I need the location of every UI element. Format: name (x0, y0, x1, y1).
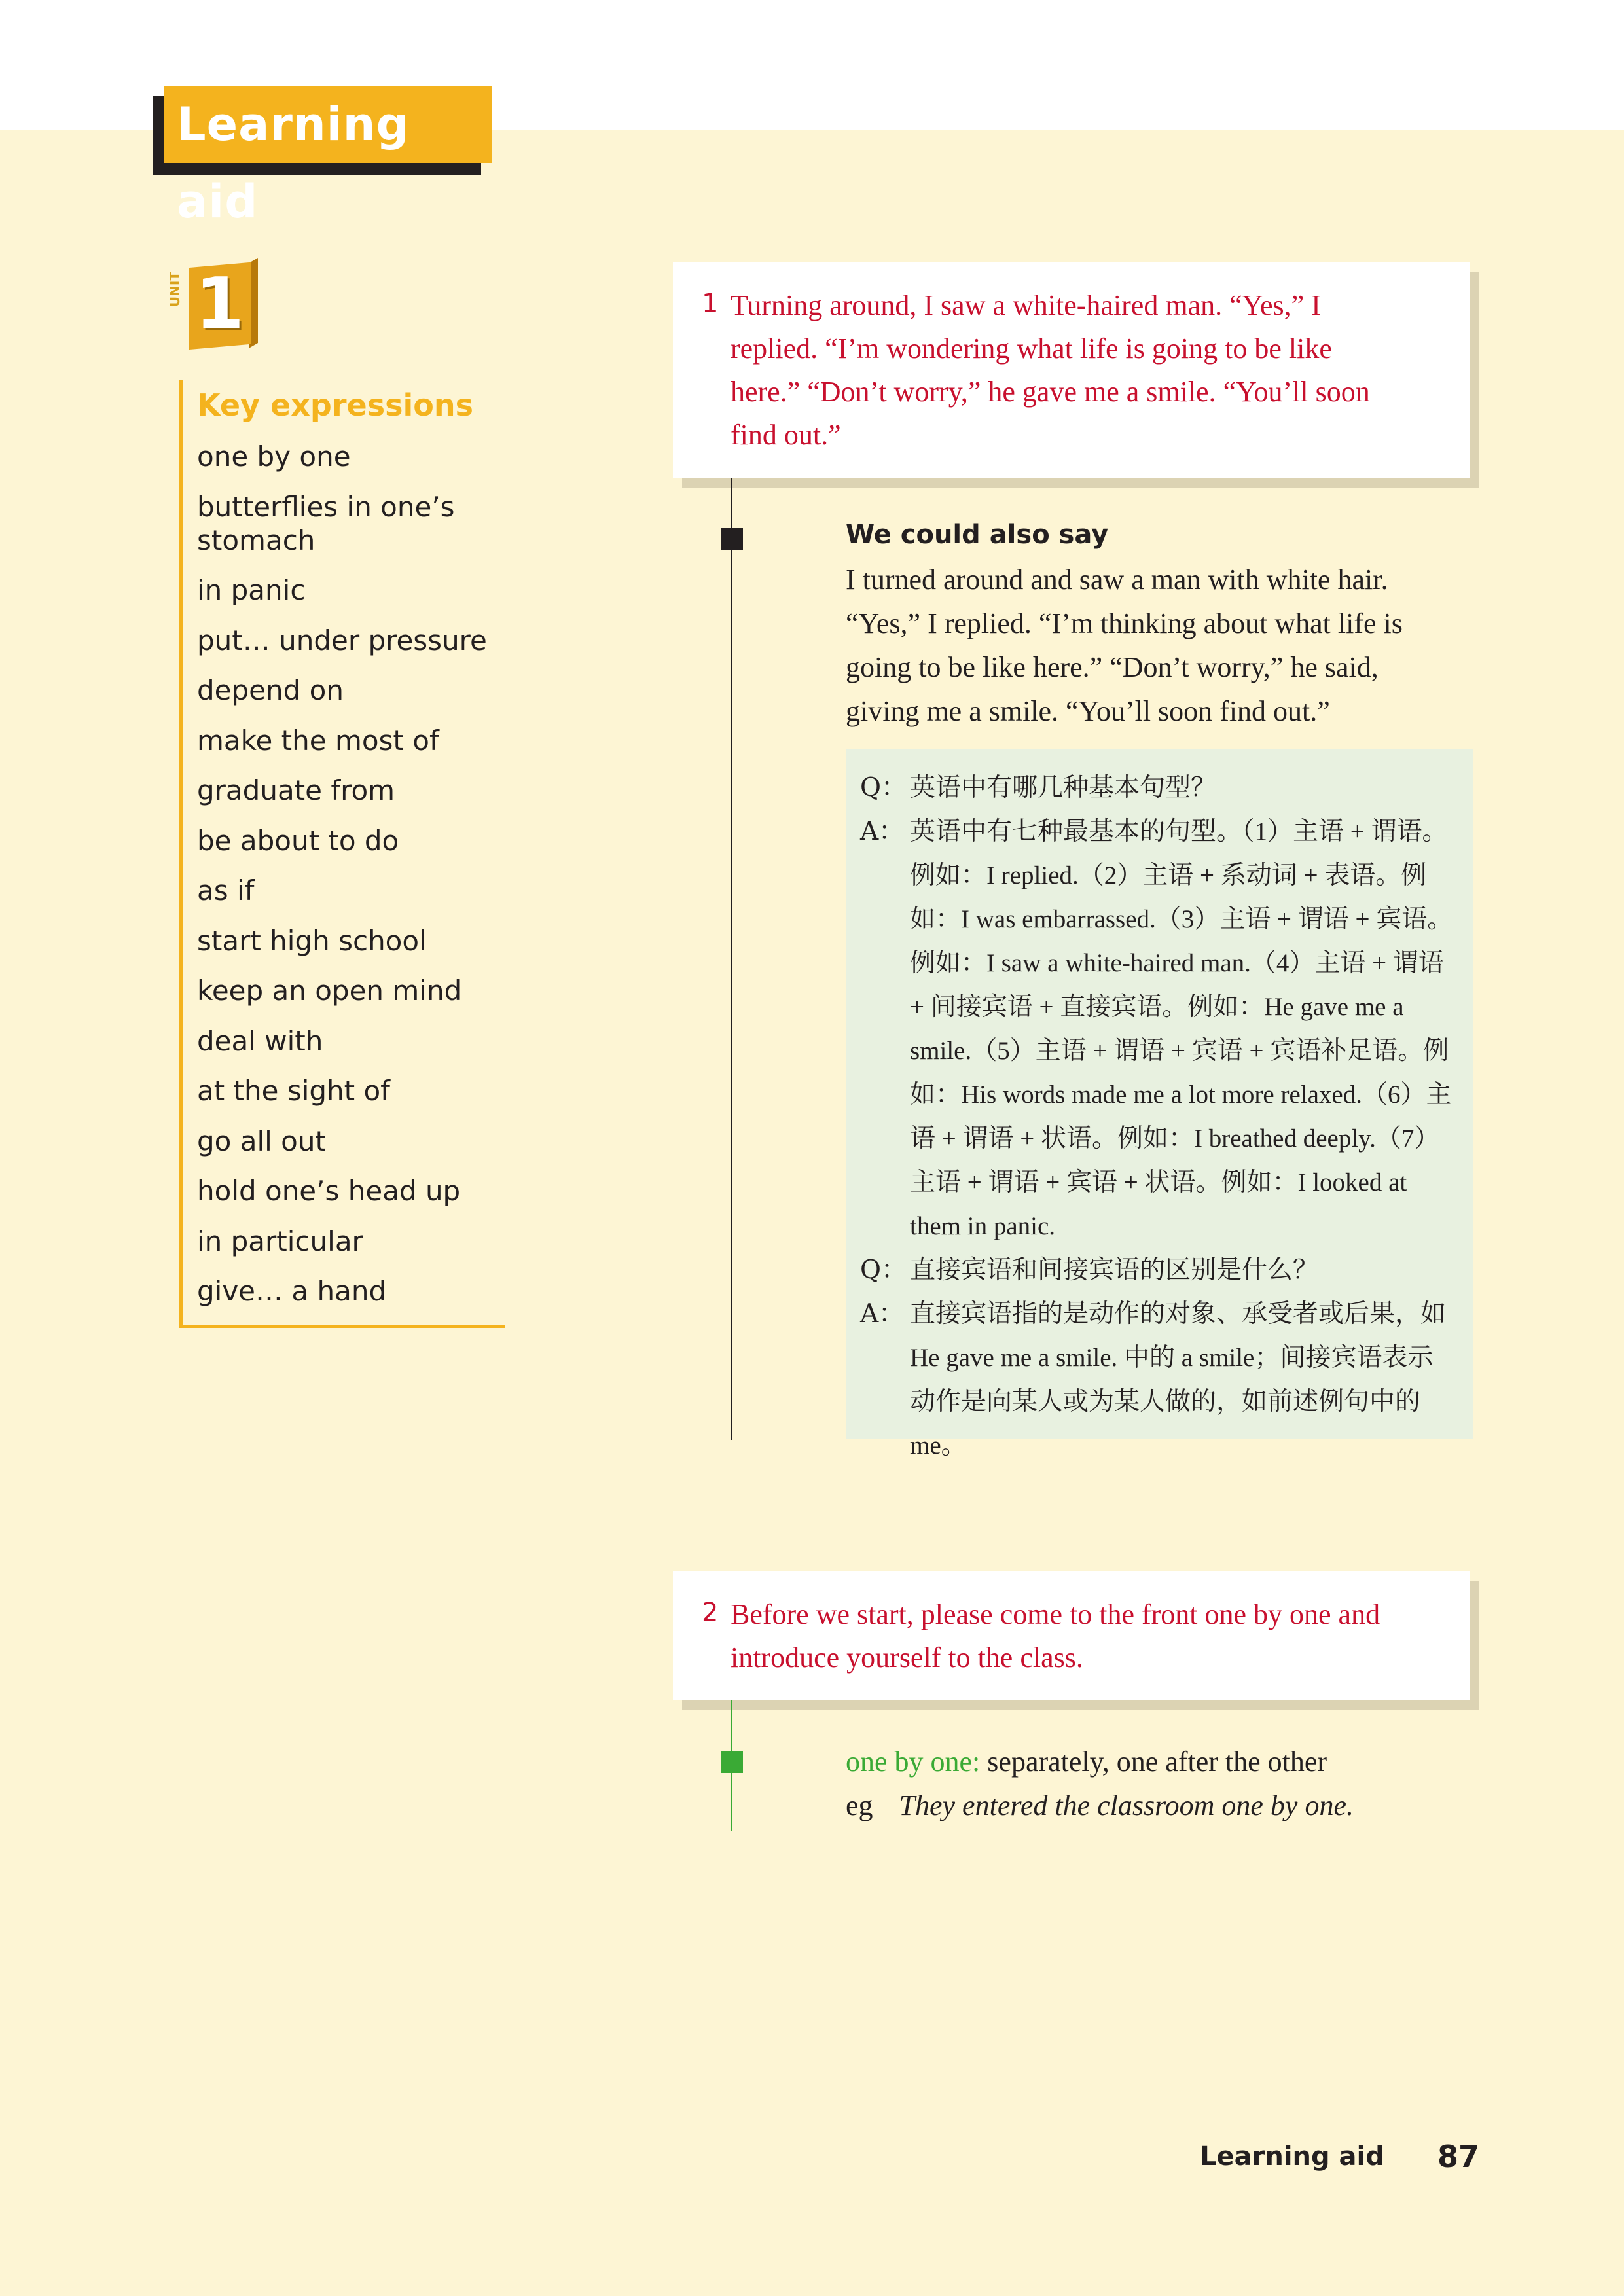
list-item: make the most of (197, 724, 439, 757)
qa-text: 直接宾语和间接宾语的区别是什么？ (910, 1256, 1319, 1284)
list-item: in particular (197, 1225, 363, 1257)
key-expressions-title: Key expressions (197, 387, 473, 423)
footer-label: Learning aid (1200, 2142, 1384, 2172)
list-item: one by one (197, 440, 351, 473)
definition (846, 1740, 1327, 1784)
definition-term: one by one: (846, 1746, 981, 1778)
page-title: Learning aid (164, 86, 492, 163)
qa-answer (860, 810, 1456, 1248)
unit-label (165, 272, 181, 307)
qa-label: Q： (860, 773, 907, 802)
definition-text: separately, one after the other (980, 1746, 1327, 1778)
also-say-title: We could also say (846, 520, 1109, 550)
list-item: hold one’s head up (197, 1175, 461, 1207)
square-marker (721, 528, 743, 550)
qa-label: A： (860, 817, 905, 846)
sidebar-rule-horizontal (179, 1325, 505, 1328)
list-item: depend on (197, 674, 344, 706)
qa-question (860, 766, 1456, 810)
list-item: in panic (197, 574, 306, 606)
example (846, 1784, 1354, 1827)
square-marker (721, 1751, 743, 1773)
quote-number: 1 (702, 289, 719, 319)
list-item: at the sight of (197, 1075, 390, 1107)
quote-text: Turning around, I saw a white-haired man. “Yes,” I replied. “I’m wondering what life is going to be like here.” “Don’t worry,” he gave me a smile. “You’ll soon find out.” (731, 289, 1370, 451)
list-item: put… under pressure (197, 624, 487, 656)
page-number: 87 (1437, 2139, 1480, 2174)
qa-text: 英语中有七种最基本的句型。（1）主语 + 谓语。例如：I replied.（2）主语 + 系动词 + 表语。例如：I was embarrassed.（3）主语 + 谓语 + 宾语。例如：I saw a white-haired man.（4）主语 + 谓语 + 间接宾语 + 直接宾语。例如：He gave me a smile.（5）主语 + 谓语 + 宾语 + 宾语补足语。例如：His words made me a lot more relaxed.（6）主语 + 谓语 + 状语。例如：I breathed deeply.（7）主语 + 谓语 + 宾语 + 状语。例如：I looked at them in panic. (910, 817, 1453, 1240)
also-say-text: I turned around and saw a man with white hair. “Yes,” I replied. “I’m thinking about what life is going to be like here.” “Don’t worry,” he said, giving me a smile. “You’ll soon find out.” (846, 564, 1403, 727)
list-item: graduate from (197, 774, 395, 806)
list-item: as if (197, 874, 255, 906)
list-item: start high school (197, 924, 427, 957)
qa-question (860, 1248, 1456, 1292)
list-item: be about to do (197, 824, 399, 857)
qa-answer (860, 1292, 1456, 1467)
quote-number: 2 (702, 1598, 719, 1628)
list-item: butterflies in one’s stomach (197, 490, 455, 556)
unit-label-text: UNIT (167, 272, 183, 308)
example-label: eg (846, 1789, 873, 1821)
list-item: give… a hand (197, 1275, 387, 1307)
qa-box (846, 749, 1473, 1460)
qa-text: 直接宾语指的是动作的对象、承受者或后果，如 He gave me a smile. 中的 a smile；间接宾语表示动作是向某人或为某人做的，如前述例句中的 me。 (910, 1300, 1447, 1460)
unit-number: 1 (194, 263, 245, 345)
quote-text: Before we start, please come to the front one by one and introduce yourself to the class. (731, 1598, 1380, 1674)
list-item: deal with (197, 1024, 323, 1057)
example-text: They entered the classroom one by one. (899, 1789, 1354, 1821)
qa-label: A： (860, 1299, 905, 1329)
quote-box-2 (673, 1571, 1470, 1700)
qa-label: Q： (860, 1255, 907, 1285)
list-item: keep an open mind (197, 975, 462, 1007)
sidebar-rule-vertical (179, 380, 183, 1327)
list-item: go all out (197, 1124, 326, 1157)
key-expressions-list (197, 440, 505, 1325)
connector-line (731, 478, 732, 1440)
quote-box-1 (673, 262, 1470, 478)
qa-text: 英语中有哪几种基本句型？ (910, 774, 1217, 802)
